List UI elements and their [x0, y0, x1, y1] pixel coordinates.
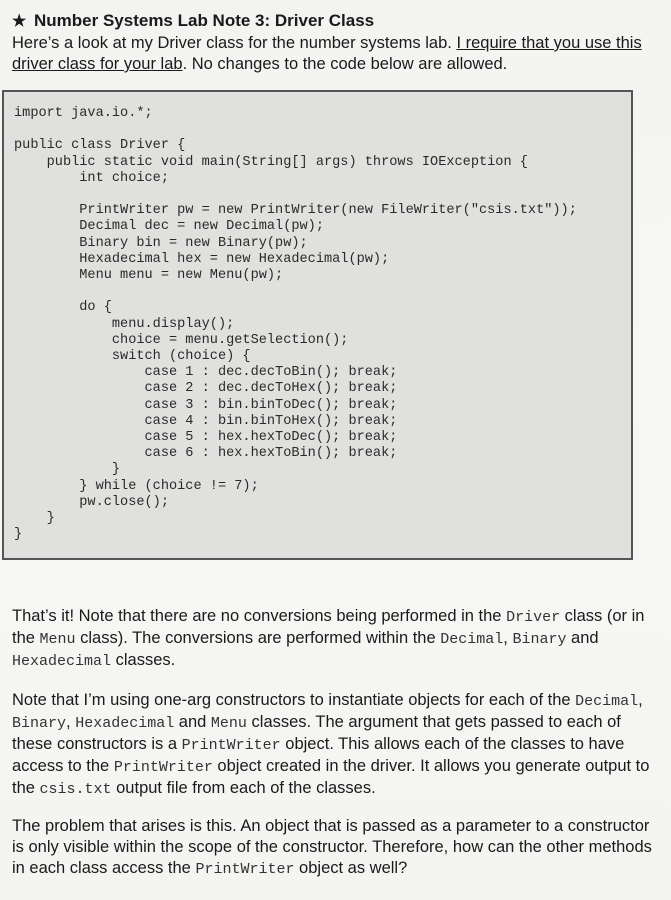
p2-text-3: , — [66, 713, 76, 731]
code-line: choice = menu.getSelection(); — [14, 332, 349, 348]
code-line: switch (choice) { — [14, 349, 251, 365]
code-line: case 5 : hex.hexToDec(); break; — [14, 430, 398, 446]
intro-end: . No changes to the code below are allowed. — [182, 55, 508, 73]
p3-text-2: object as well? — [294, 859, 408, 877]
p2-code-csis-txt: csis.txt — [39, 781, 112, 798]
p3-code-printwriter: PrintWriter — [195, 861, 295, 878]
p2-text-2: , — [638, 691, 643, 709]
intro-start: Here’s a look at my Driver class for the number systems lab. — [12, 34, 457, 52]
code-line: int choice; — [14, 170, 169, 186]
paragraph-problem — [12, 816, 662, 880]
code-line: } — [14, 527, 23, 543]
code-line: do { — [14, 300, 112, 316]
p1-code-driver: Driver — [506, 609, 561, 626]
star-icon: ★ — [12, 13, 27, 30]
code-line: case 4 : bin.binToHex(); break; — [14, 413, 398, 429]
p1-code-decimal: Decimal — [440, 631, 504, 648]
code-line: Binary bin = new Binary(pw); — [14, 235, 308, 251]
p2-code-printwriter-2: PrintWriter — [113, 759, 213, 776]
p2-text-7: object created in the driver. It allows you generate output to the — [12, 757, 650, 797]
code-line: case 3 : bin.binToDec(); break; — [14, 397, 398, 413]
paragraph-explanation — [12, 606, 662, 672]
code-line: case 1 : dec.decToBin(); break; — [14, 365, 398, 381]
p2-text-1: Note that I’m using one-arg constructors to instantiate objects for each of the — [12, 691, 576, 709]
p1-code-menu: Menu — [39, 631, 76, 648]
p1-text-2: class (or in the — [12, 607, 645, 647]
p1-text-6: classes. — [111, 651, 176, 669]
code-line: PrintWriter pw = new PrintWriter(new FileWriter("csis.txt")); — [14, 203, 577, 219]
code-line: import java.io.*; — [14, 106, 153, 121]
intro-text — [12, 33, 657, 75]
p2-code-hexadecimal: Hexadecimal — [75, 715, 175, 732]
p3-text-1: The problem that arises is this. An object that is passed as a parameter to a constructor is only visible within the scope of the constructor. Therefore, how can the other methods in each class access the — [12, 817, 652, 877]
p2-code-binary: Binary — [12, 715, 67, 732]
note-title: Number Systems Lab Note 3: Driver Class — [34, 11, 375, 30]
code-listing — [4, 92, 631, 543]
intro-requirement: I require that you use this driver class for your lab — [12, 34, 642, 73]
p1-text-3: class). The conversions are performed within the — [75, 629, 441, 647]
p2-code-decimal: Decimal — [575, 693, 639, 710]
code-line: case 2 : dec.decToHex(); break; — [14, 381, 398, 397]
code-line: } while (choice != 7); — [14, 478, 259, 494]
note-title-line — [12, 10, 657, 33]
note-header — [12, 10, 657, 75]
p1-code-binary: Binary — [512, 631, 567, 648]
code-line: Decimal dec = new Decimal(pw); — [14, 219, 324, 235]
p2-code-printwriter-1: PrintWriter — [181, 737, 281, 754]
code-line: Hexadecimal hex = new Hexadecimal(pw); — [14, 251, 390, 267]
p1-text-5: and — [566, 629, 599, 647]
code-line: Menu menu = new Menu(pw); — [14, 268, 284, 284]
p2-text-5: classes. The argument that gets passed to each of these constructors is a — [12, 713, 621, 753]
code-line: case 6 : hex.hexToBin(); break; — [14, 446, 398, 462]
p2-text-4: and — [174, 713, 211, 731]
code-line: } — [14, 511, 55, 527]
code-line: menu.display(); — [14, 316, 235, 332]
code-line: pw.close(); — [14, 494, 169, 510]
code-listing-box — [2, 90, 633, 560]
p1-text-1: That’s it! Note that there are no conversions being performed in the — [12, 607, 507, 625]
paragraph-constructors — [12, 690, 662, 800]
code-line: } — [14, 462, 121, 478]
p2-text-8: output file from each of the classes. — [111, 779, 376, 797]
p1-code-hexadecimal: Hexadecimal — [12, 653, 112, 670]
p1-text-4: , — [503, 629, 513, 647]
p2-text-6: object. This allows each of the classes to have access to the — [12, 735, 625, 775]
code-line: public static void main(String[] args) throws IOException { — [14, 154, 528, 170]
p2-code-menu: Menu — [210, 715, 247, 732]
code-line: public class Driver { — [14, 138, 186, 154]
